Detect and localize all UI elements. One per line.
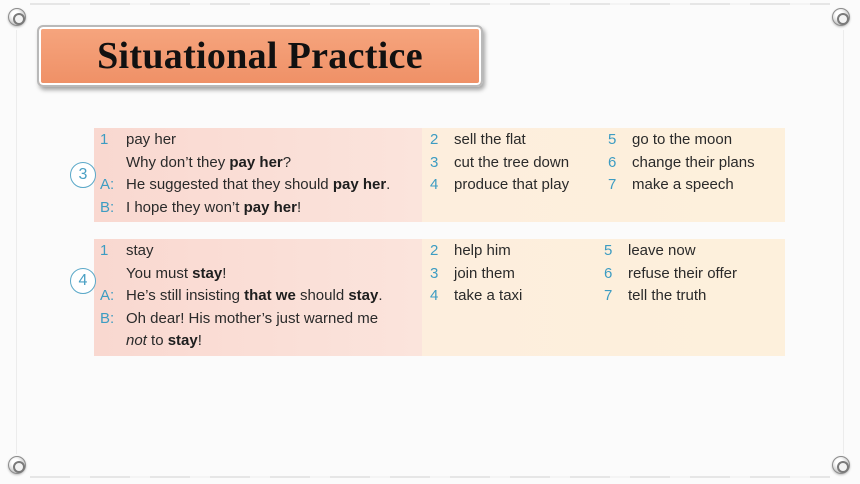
- prompt-item: [430, 174, 600, 197]
- dialogue-line: [100, 285, 420, 308]
- prompt-number: 5: [604, 242, 613, 259]
- line-text: pay her: [126, 131, 177, 148]
- frame-border-left: [16, 30, 17, 454]
- prompt-item: [604, 240, 774, 263]
- prompt-list-right: [604, 240, 774, 308]
- prompt-text: cut the tree down: [454, 153, 570, 171]
- dialogue-line: [100, 197, 420, 220]
- dialogue-line: [100, 174, 420, 197]
- prompt-number: 2: [430, 131, 439, 148]
- prompt-number: 6: [604, 264, 613, 282]
- prompt-number: 2: [430, 242, 439, 259]
- example-dialogue: [100, 129, 420, 219]
- screw-icon: [832, 456, 850, 474]
- prompt-text: refuse their offer: [628, 264, 737, 282]
- frame-border-top: [30, 3, 830, 5]
- exercise-number-badge: 3: [70, 162, 96, 188]
- prompt-number: 4: [430, 176, 439, 193]
- screw-icon: [8, 456, 26, 474]
- prompt-number: 3: [430, 153, 439, 171]
- prompt-text: take a taxi: [454, 287, 523, 304]
- line-text: I hope they won’t pay her!: [126, 198, 302, 216]
- line-text: You must stay!: [126, 264, 227, 282]
- line-label: A:: [100, 287, 115, 304]
- prompt-list-right: [608, 129, 778, 197]
- dialogue-line: [100, 240, 420, 263]
- title-banner: [37, 25, 483, 87]
- line-text: He’s still insisting that we should stay.: [126, 287, 383, 304]
- page-title: Situational Practice: [97, 35, 423, 77]
- dialogue-line: [100, 152, 420, 175]
- exercise-4: [70, 239, 785, 356]
- prompt-item: [608, 152, 778, 175]
- prompt-text: sell the flat: [454, 131, 526, 148]
- prompt-item: [604, 263, 774, 286]
- prompt-item: [608, 174, 778, 197]
- prompt-text: tell the truth: [628, 287, 707, 304]
- line-text: stay: [126, 242, 154, 259]
- line-label: B:: [100, 198, 115, 216]
- prompt-text: make a speech: [632, 176, 734, 193]
- screw-icon: [8, 8, 26, 26]
- frame-border-bottom: [30, 476, 830, 478]
- line-text: Oh dear! His mother’s just warned me: [126, 309, 379, 327]
- prompt-text: join them: [454, 264, 515, 282]
- screw-icon: [832, 8, 850, 26]
- prompt-item: [430, 285, 600, 308]
- prompt-item: [430, 129, 600, 152]
- prompt-item: [608, 129, 778, 152]
- dialogue-line: [100, 330, 420, 353]
- exercise-number-badge: 4: [70, 268, 96, 294]
- line-text: not to stay!: [126, 332, 202, 349]
- line-label: A:: [100, 176, 115, 193]
- prompt-item: [430, 263, 600, 286]
- prompt-number: 7: [604, 287, 613, 304]
- prompt-number: 4: [430, 287, 439, 304]
- dialogue-line: [100, 129, 420, 152]
- exercise-3: [70, 128, 785, 222]
- prompt-text: produce that play: [454, 176, 570, 193]
- prompt-list-middle: [430, 240, 600, 308]
- example-dialogue: [100, 240, 420, 353]
- prompt-item: [430, 152, 600, 175]
- line-label: B:: [100, 309, 115, 327]
- prompt-number: 7: [608, 176, 617, 193]
- frame-border-right: [843, 30, 844, 454]
- dialogue-line: [100, 308, 420, 331]
- line-text: He suggested that they should pay her.: [126, 176, 391, 193]
- prompt-number: 6: [608, 153, 617, 171]
- prompt-number: 5: [608, 131, 617, 148]
- prompt-item: [604, 285, 774, 308]
- prompt-text: help him: [454, 242, 511, 259]
- prompt-text: leave now: [628, 242, 696, 259]
- prompt-text: go to the moon: [632, 131, 733, 148]
- prompt-item: [430, 240, 600, 263]
- line-label: 1: [100, 131, 109, 148]
- prompt-number: 3: [430, 264, 439, 282]
- prompt-text: change their plans: [632, 153, 755, 171]
- dialogue-line: [100, 263, 420, 286]
- line-text: Why don’t they pay her?: [126, 153, 292, 171]
- line-label: 1: [100, 242, 109, 259]
- prompt-list-middle: [430, 129, 600, 197]
